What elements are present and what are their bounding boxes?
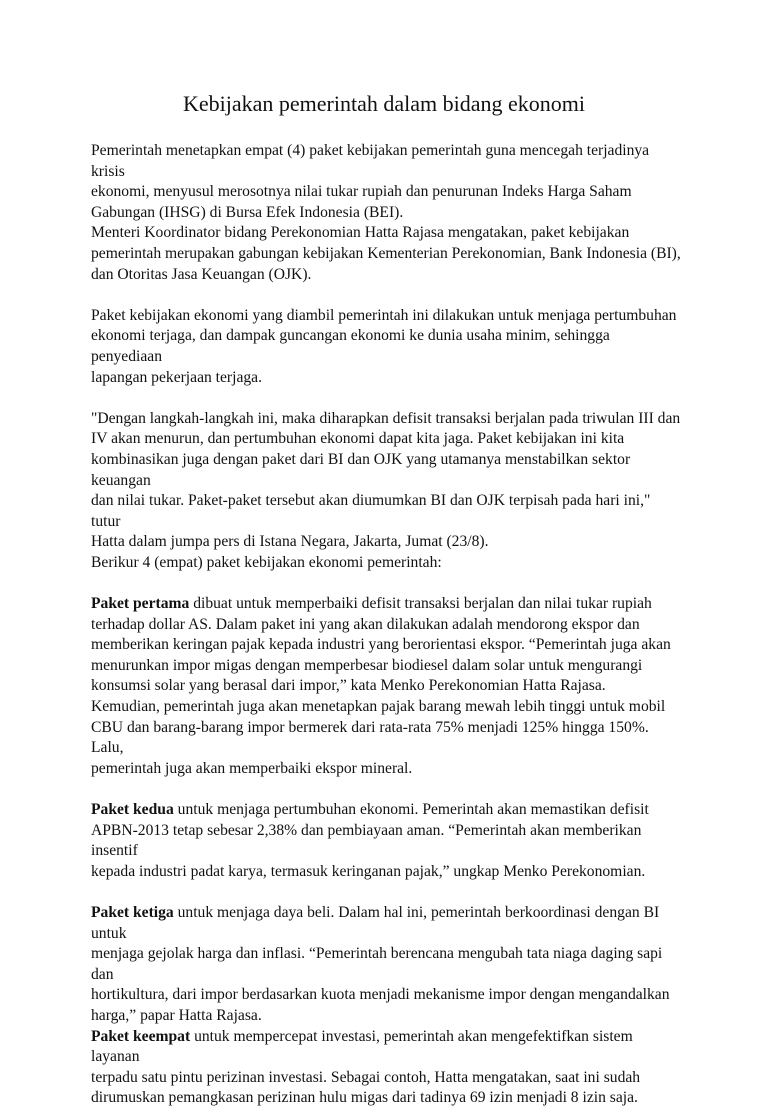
paragraph-spacer [91, 573, 681, 594]
package-third-heading: Paket ketiga [91, 903, 174, 921]
paragraph-spacer [91, 882, 681, 903]
package-third [91, 903, 681, 1027]
package-second [91, 800, 681, 882]
document-body [91, 141, 681, 1109]
paragraph-intro: Pemerintah menetapkan empat (4) paket kebijakan pemerintah guna mencegah terjadinya krisis ekonomi, menyusul merosotnya nilai tukar rupiah dan penurunan Indeks Harga Saham Gabungan (IHSG) di Bursa Efek Indonesia (BEI). Menteri Koordinator bidang Perekonomian Hatta Rajasa mengatakan, paket kebijakan pemerintah merupakan gabungan kebijakan Kementerian Perekonomian, Bank Indonesia (BI), dan Otoritas Jasa Keuangan (OJK). [91, 142, 681, 283]
paragraph-spacer [91, 779, 681, 800]
paragraph-spacer [91, 285, 681, 306]
package-first [91, 594, 681, 779]
package-fourth-heading: Paket keempat [91, 1027, 191, 1045]
package-second-heading: Paket kedua [91, 801, 174, 818]
paragraph-purpose: Paket kebijakan ekonomi yang diambil pemerintah ini dilakukan untuk menjaga pertumbuhan ekonomi terjaga, dan dampak guncangan ekonomi ke dunia usaha minim, sehingga penyediaan lapangan pekerjaan terjaga. [91, 306, 677, 386]
package-second-text: untuk menjaga pertumbuhan ekonomi. Pemerintah akan memastikan defisit APBN-2013 tetap sebesar 2,38% dan pembiayaan aman. “Pemerintah akan memberikan insentif kepada industri padat karya, termasuk keringanan pajak,” ungkap Menko Perekonomian. [91, 801, 649, 880]
package-fourth [91, 1027, 681, 1109]
paragraph-quote: "Dengan langkah-langkah ini, maka diharapkan defisit transaksi berjalan pada triwulan III dan IV akan menurun, dan pertumbuhan ekonomi dapat kita jaga. Paket kebijakan ini kita kombinasikan juga dengan paket dari BI dan OJK yang utamanya menstabilkan sektor keuangan dan nilai tukar. Paket-paket tersebut akan diumumkan BI dan OJK terpisah pada hari ini," tutur Hatta dalam jumpa pers di Istana Negara, Jakarta, Jumat (23/8). Berikur 4 (empat) paket kebijakan ekonomi pemerintah: [91, 409, 681, 571]
package-first-heading: Paket pertama [91, 595, 190, 613]
paragraph-spacer [91, 388, 681, 409]
package-third-text: untuk menjaga daya beli. Dalam hal ini, pemerintah berkoordinasi dengan BI untuk menjaga gejolak harga dan inflasi. “Pemerintah berencana mengubah tata niaga daging sapi dan hortikultura, dari impor berdasarkan kuota menjadi mekanisme impor dengan mengandalkan harga,” papar Hatta Rajasa. [91, 903, 670, 1024]
package-fourth-text: untuk mempercepat investasi, pemerintah akan mengefektifkan sistem layanan terpadu satu pintu perizinan investasi. Sebagai contoh, Hatta mengatakan, saat ini sudah dirumuskan pemangkasan perizinan hulu migas dari tadinya 69 izin menjadi 8 izin saja. [91, 1027, 641, 1107]
package-first-text: dibuat untuk memperbaiki defisit transaksi berjalan dan nilai tukar rupiah terhadap dollar AS. Dalam paket ini yang akan dilakukan adalah mendorong ekspor dan memberikan keringan pajak kepada industri yang berorientasi ekspor. “Pemerintah juga akan menurunkan impor migas dengan memperbesar biodiesel dalam solar untuk mengurangi konsumsi solar yang berasal dari impor,” kata Menko Perekonomian Hatta Rajasa. Kemudian, pemerintah juga akan menetapkan pajak barang mewah lebih tinggi untuk mobil CBU dan barang-barang impor bermerek dari rata-rata 75% menjadi 125% hingga 150%. Lalu, pemerintah juga akan memperbaiki ekspor mineral. [91, 595, 671, 777]
document-title: Kebijakan pemerintah dalam bidang ekonomi [183, 91, 585, 116]
